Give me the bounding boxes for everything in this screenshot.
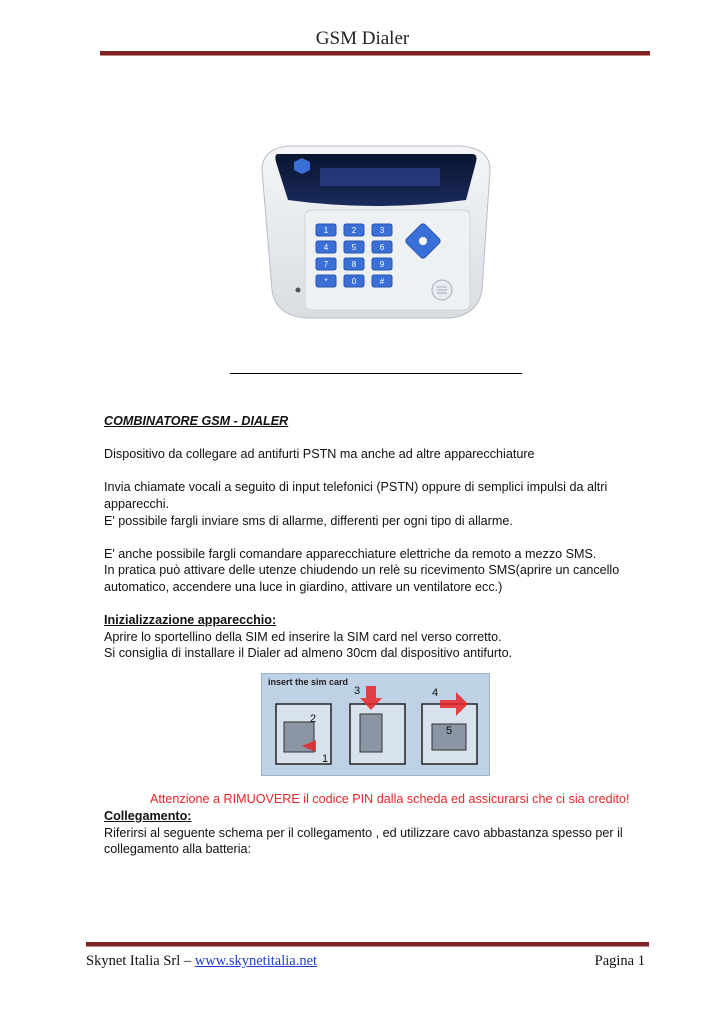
- document-body: [104, 413, 624, 662]
- key-label: 2: [351, 226, 357, 235]
- key-label: 8: [351, 260, 357, 269]
- key-label: 3: [379, 226, 385, 235]
- gsm-dialer-device-image: [250, 140, 500, 325]
- footer-company: [86, 953, 317, 970]
- step-label: 3: [354, 685, 361, 697]
- paragraph: Aprire lo sportellino della SIM ed inserire la SIM card nel verso corretto.: [104, 629, 502, 644]
- key-label: 9: [379, 260, 385, 269]
- step-label: 2: [310, 713, 317, 725]
- key-label: 1: [323, 226, 329, 235]
- separator-line: [230, 373, 522, 374]
- key-label: #: [379, 277, 385, 286]
- paragraph: Riferirsi al seguente schema per il collegamento , ed utilizzare cavo abbastanza spesso per il: [104, 825, 623, 840]
- section-heading: COMBINATORE GSM - DIALER: [104, 414, 289, 428]
- key-label: 6: [379, 243, 385, 252]
- key-label: 4: [323, 243, 329, 252]
- step-label: 1: [322, 753, 329, 765]
- header-rule: [100, 51, 650, 56]
- step-label: 5: [446, 725, 453, 737]
- footer-website-link[interactable]: www.skynetitalia.net: [194, 953, 318, 969]
- paragraph: apparecchi.: [104, 496, 170, 511]
- paragraph: Si consiglia di installare il Dialer ad almeno 30cm dal dispositivo antifurto.: [104, 646, 513, 661]
- key-label: 0: [351, 277, 357, 286]
- paragraph: In pratica può attivare delle utenze chiudendo un relè su ricevimento SMS(aprire un cancello: [104, 563, 620, 578]
- connection-heading: Collegamento:: [104, 809, 192, 823]
- footer-rule: [86, 942, 649, 947]
- paragraph: automatico, accendere una luce in giardino, attivare un ventilatore ecc.): [104, 579, 503, 594]
- microphone-hole: [296, 288, 301, 293]
- connection-section: [104, 808, 624, 858]
- paragraph: E' anche possibile fargli comandare apparecchiature elettriche da remoto a mezzo SMS.: [104, 546, 597, 561]
- page-header-title: GSM Dialer: [315, 28, 410, 49]
- step-label: 4: [432, 687, 439, 699]
- key-label: 5: [351, 243, 357, 252]
- paragraph: Invia chiamate vocali a seguito di input telefonici (PSTN) oppure di semplici impulsi da altri: [104, 480, 608, 495]
- footer-company-name: Skynet Italia Srl –: [86, 953, 195, 969]
- sim-insertion-figure: [261, 673, 490, 776]
- footer-page-number: Pagina 1: [594, 953, 645, 969]
- sim-figure-caption: insert the sim card: [268, 677, 349, 687]
- paragraph: Dispositivo da collegare ad antifurti PSTN ma anche ad altre apparecchiature: [104, 447, 535, 462]
- speaker-grille: [432, 280, 452, 300]
- key-label: 7: [323, 260, 329, 269]
- paragraph: collegamento alla batteria:: [104, 842, 252, 857]
- paragraph: E' possibile fargli inviare sms di allarme, differenti per ogni tipo di allarme.: [104, 513, 513, 528]
- init-heading: Inizializzazione apparecchio:: [104, 613, 277, 628]
- key-label: *: [324, 277, 328, 286]
- warning-text: Attenzione a RIMUOVERE il codice PIN dalla scheda ed assicurarsi che ci sia credito!: [150, 792, 630, 806]
